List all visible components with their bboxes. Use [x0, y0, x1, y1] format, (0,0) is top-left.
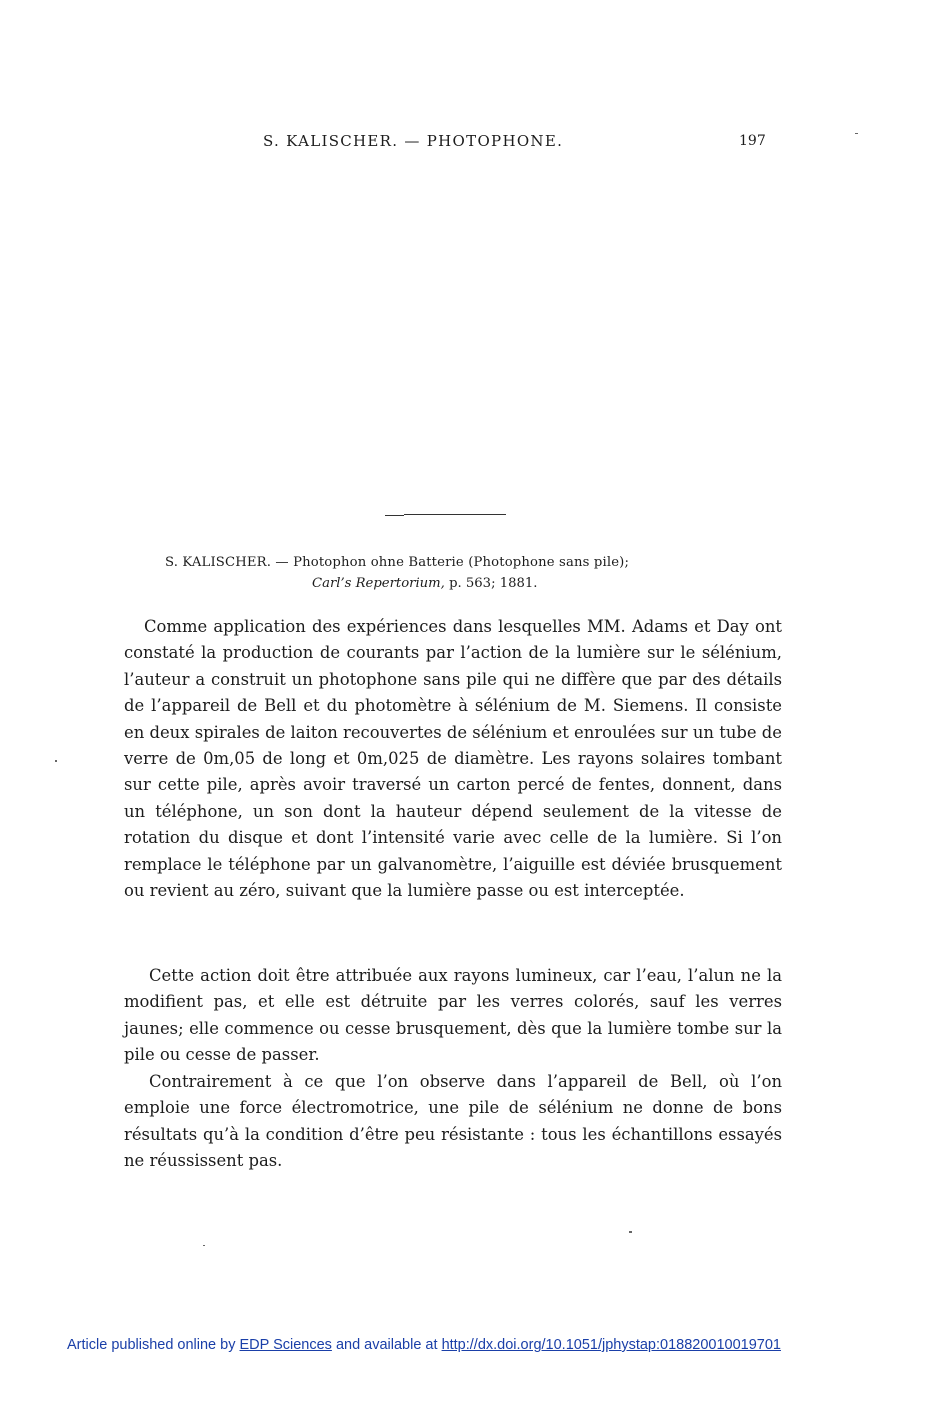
- scan-speck: [55, 760, 57, 762]
- page-number: 197: [739, 133, 766, 149]
- doi-link[interactable]: http://dx.doi.org/10.1051/jphystap:018820010019701: [441, 1337, 781, 1353]
- publisher-link[interactable]: EDP Sciences: [239, 1337, 332, 1353]
- scan-speck: [203, 1245, 205, 1246]
- citation-line-1: S. KALISCHER. — Photophon ohne Batterie (Photophone sans pile);: [165, 555, 630, 570]
- citation-line-2: [312, 576, 537, 591]
- divider-short-stroke: [385, 515, 404, 516]
- body-paragraph-2: Cette action doit être attribuée aux rayons lumineux, car l’eau, l’alun ne la modifient pas, et elle est détruite par les verres colorés, sauf les verres jaunes; elle commence ou cesse brusquement, dès que la lumière tombe sur la pile ou cesse de passer.: [124, 966, 782, 1065]
- publication-footer: [67, 1337, 781, 1353]
- running-title: S. KALISCHER. — PHOTOPHONE.: [263, 132, 564, 150]
- scan-speck: [855, 133, 858, 134]
- citation-details: p. 563; 1881.: [444, 576, 538, 591]
- body-paragraph-1: Comme application des expériences dans lesquelles MM. Adams et Day ont constaté la production de courants par l’action de la lumière sur le sélénium, l’auteur a construit un photophone sans pile qui ne diffère que par des détails de l’appareil de Bell et du photomètre à sélénium de M. Siemens. Il consiste en deux spirales de laiton recouvertes de sélénium et enroulées sur un tube de verre de 0m,05 de long et 0m,025 de diamètre. Les rayons solaires tombant sur cette pile, après avoir traversé un carton percé de fentes, donnent, dans un téléphone, un son dont la hauteur dépend seulement de la vitesse de rotation du disque et dont l’intensité varie avec celle de la lumière. Si l’on remplace le téléphone par un galvanomètre, l’aiguille est déviée brusquement ou revient au zéro, suivant que la lumière passe ou est interceptée.: [124, 617, 782, 901]
- footer-middle: and available at: [331, 1337, 442, 1353]
- divider-long-stroke: [404, 514, 506, 515]
- footer-prefix: Article published online by: [67, 1337, 240, 1353]
- body-paragraph-3: Contrairement à ce que l’on observe dans l’appareil de Bell, où l’on emploie une force électromotrice, une pile de sélénium ne donne de bons résultats qu’à la condition d’être peu résistante : tous les échantillons essayés ne réussissent pas.: [124, 1072, 782, 1171]
- scan-speck: [629, 1231, 632, 1233]
- citation-journal: Carl’s Repertorium,: [312, 576, 445, 591]
